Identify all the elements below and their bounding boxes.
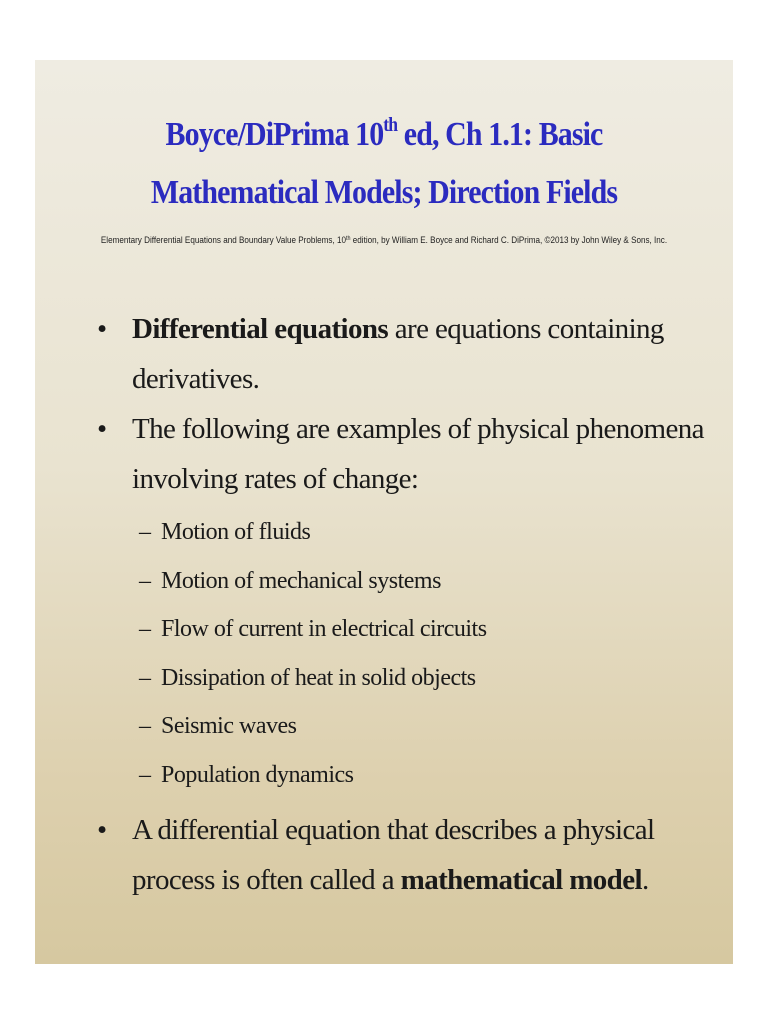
bullet-marker: • xyxy=(97,313,107,345)
slide xyxy=(35,60,733,964)
slide-title xyxy=(77,106,691,222)
bullet-list xyxy=(97,304,737,905)
list-item: – Motion of mechanical systems xyxy=(139,567,441,594)
bullet-marker: • xyxy=(97,814,107,846)
example-list xyxy=(97,508,737,799)
term-mathematical-model: mathematical model xyxy=(400,864,642,896)
bullet-item-examples: • The following are examples of physical phenomena involving rates of change: xyxy=(97,404,737,504)
bullet-marker: • xyxy=(97,413,107,445)
bullet-item-model: • A differential equation that describes a physical process is often called a mathematical model. xyxy=(97,805,737,905)
list-item: – Population dynamics xyxy=(139,761,354,788)
list-item: – Seismic waves xyxy=(139,713,297,739)
bullet-item-definition: • Differential equations are equations containing derivatives. xyxy=(97,304,737,404)
list-item: – Motion of fluids xyxy=(139,519,311,545)
citation: Elementary Differential Equations and Boundary Value Problems, 10th edition, by William E. Boyce and Richard C. DiPrima, ©2013 by John Wiley & Sons, Inc. xyxy=(100,235,668,245)
term-differential-equations: Differential equations xyxy=(132,313,389,345)
title-line-1: Boyce/DiPrima 10th ed, Ch 1.1: Basic xyxy=(165,114,603,153)
list-item: – Dissipation of heat in solid objects xyxy=(139,664,476,691)
title-line-2: Mathematical Models; Direction Fields xyxy=(150,174,618,211)
list-item: – Flow of current in electrical circuits xyxy=(139,616,487,642)
